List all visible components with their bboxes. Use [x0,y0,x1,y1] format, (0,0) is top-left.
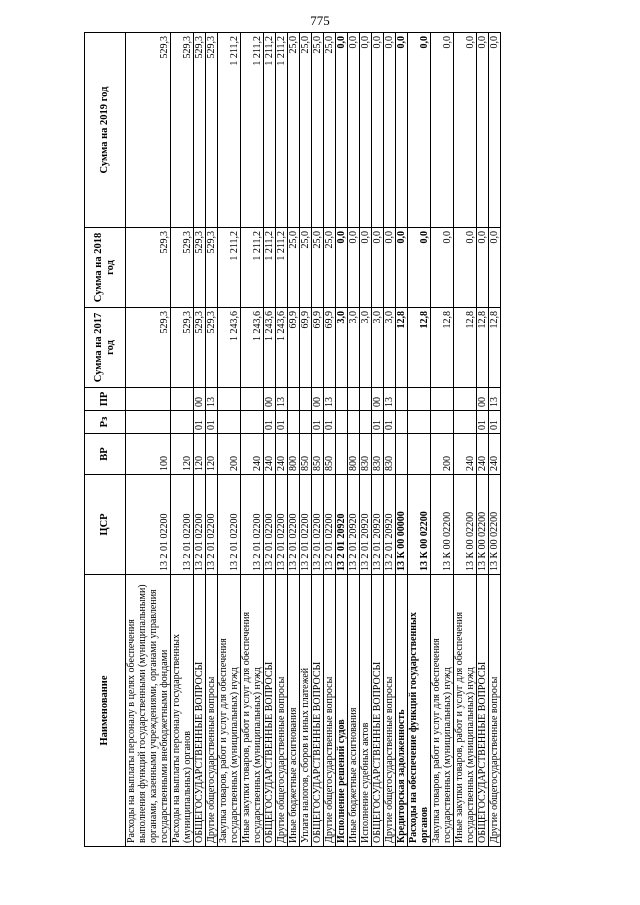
row-pr-cell [288,388,300,411]
table-row [300,33,312,847]
row-rz-cell: 01 [372,411,384,434]
row-pr-cell: 13 [489,388,501,411]
row-name-cell: Другие общегосударственные вопросы [276,575,288,847]
row-name-cell: Иные закупки товаров, работ и услуг для обеспечения государственных (муниципальных) нужд [241,575,264,847]
row-sum-2017-cell: 69,9 [300,308,312,388]
row-vr-cell: 240 [276,434,288,475]
row-rz-cell: 01 [264,411,276,434]
row-rz-cell [431,411,454,434]
table-row [312,33,324,847]
row-vr-cell: 240 [477,434,489,475]
row-vr-cell: 800 [348,434,360,475]
table-header-row [85,33,126,847]
row-sum-2019-cell: 529,3 [194,33,206,228]
row-pr-cell [396,388,408,411]
table-row [171,33,194,847]
row-pr-cell: 00 [372,388,384,411]
page-number: 775 [310,13,330,28]
header-name: Наименование [85,575,126,847]
row-pr-cell [218,388,241,411]
row-rz-cell: 01 [194,411,206,434]
row-sum-2017-cell: 69,9 [312,308,324,388]
row-sum-2018-cell: 0,0 [408,228,431,308]
row-vr-cell [336,434,348,475]
row-rz-cell: 01 [206,411,218,434]
row-name-cell: Расходы на выплаты персоналу в целях обеспечения выполнения функций государственными (муниципальными) органами, казенными учреждениями, органами управления государственными внебюджетными фондами [126,575,171,847]
row-sum-2018-cell: 1 211,2 [276,228,288,308]
row-sum-2017-cell: 69,9 [288,308,300,388]
row-pr-cell: 13 [384,388,396,411]
row-pr-cell [431,388,454,411]
row-pr-cell [408,388,431,411]
row-sum-2019-cell: 529,3 [126,33,171,228]
row-rz-cell: 01 [276,411,288,434]
row-pr-cell: 00 [477,388,489,411]
row-name-cell: Расходы на выплаты персоналу государственных (муниципальных) органов [171,575,194,847]
row-rz-cell [336,411,348,434]
row-name-cell: ОБЩЕГОСУДАРСТВЕННЫЕ ВОПРОСЫ [477,575,489,847]
table-body [126,33,501,847]
row-sum-2017-cell: 3,0 [348,308,360,388]
row-sum-2019-cell: 0,0 [360,33,372,228]
row-sum-2019-cell: 0,0 [431,33,454,228]
row-pr-cell: 13 [206,388,218,411]
row-sum-2019-cell: 0,0 [489,33,501,228]
row-csr-cell: 13 2 01 02200 [218,475,241,575]
rotated-table-container [84,33,632,847]
row-sum-2017-cell: 529,3 [194,308,206,388]
row-rz-cell: 01 [489,411,501,434]
row-vr-cell: 800 [288,434,300,475]
row-vr-cell [396,434,408,475]
row-rz-cell: 01 [384,411,396,434]
row-pr-cell [360,388,372,411]
row-name-cell: Иные бюджетные ассигнования [348,575,360,847]
table-row [431,33,454,847]
row-rz-cell [348,411,360,434]
row-rz-cell [454,411,477,434]
table-row [454,33,477,847]
row-csr-cell: 13 К 00 00000 [396,475,408,575]
table-row [276,33,288,847]
row-sum-2019-cell: 25,0 [288,33,300,228]
row-sum-2019-cell: 0,0 [408,33,431,228]
row-pr-cell: 00 [312,388,324,411]
row-csr-cell: 13 2 01 02200 [194,475,206,575]
row-name-cell: Иные закупки товаров, работ и услуг для обеспечения государственных (муниципальных) нужд [454,575,477,847]
row-pr-cell [126,388,171,411]
row-sum-2018-cell: 529,3 [126,228,171,308]
budget-table [84,32,501,847]
table-row [264,33,276,847]
row-vr-cell: 830 [360,434,372,475]
row-csr-cell: 13 2 01 02200 [206,475,218,575]
header-vr: ВР [85,434,126,475]
row-name-cell: ОБЩЕГОСУДАРСТВЕННЫЕ ВОПРОСЫ [372,575,384,847]
row-sum-2017-cell: 12,8 [431,308,454,388]
header-sum-2017: Сумма на 2017 год [85,308,126,388]
row-sum-2018-cell: 25,0 [300,228,312,308]
row-sum-2017-cell: 12,8 [454,308,477,388]
row-vr-cell: 120 [206,434,218,475]
row-name-cell: ОБЩЕГОСУДАРСТВЕННЫЕ ВОПРОСЫ [264,575,276,847]
row-sum-2017-cell: 1 243,6 [264,308,276,388]
row-sum-2018-cell: 529,3 [171,228,194,308]
row-sum-2017-cell: 3,0 [336,308,348,388]
row-sum-2018-cell: 529,3 [194,228,206,308]
row-rz-cell: 01 [324,411,336,434]
row-csr-cell: 13 2 01 20920 [336,475,348,575]
row-sum-2018-cell: 25,0 [288,228,300,308]
row-rz-cell [218,411,241,434]
row-sum-2019-cell: 0,0 [454,33,477,228]
row-sum-2017-cell: 3,0 [384,308,396,388]
row-sum-2018-cell: 0,0 [360,228,372,308]
row-csr-cell: 13 К 00 02200 [431,475,454,575]
row-csr-cell: 13 2 01 02200 [312,475,324,575]
row-rz-cell [241,411,264,434]
row-csr-cell: 13 2 01 02200 [171,475,194,575]
table-row [408,33,431,847]
table-row [348,33,360,847]
row-pr-cell [300,388,312,411]
row-sum-2017-cell: 3,0 [372,308,384,388]
row-csr-cell: 13 К 00 02200 [408,475,431,575]
row-csr-cell: 13 К 00 02200 [454,475,477,575]
row-sum-2019-cell: 0,0 [396,33,408,228]
row-vr-cell: 240 [454,434,477,475]
table-row [206,33,218,847]
row-rz-cell [171,411,194,434]
row-sum-2017-cell: 12,8 [489,308,501,388]
table-row [489,33,501,847]
row-csr-cell: 13 2 01 20920 [384,475,396,575]
table-row [360,33,372,847]
row-sum-2017-cell: 1 243,6 [218,308,241,388]
row-vr-cell: 200 [218,434,241,475]
row-sum-2017-cell: 1 243,6 [276,308,288,388]
row-sum-2019-cell: 0,0 [348,33,360,228]
row-csr-cell: 13 2 01 02200 [126,475,171,575]
row-sum-2019-cell: 0,0 [336,33,348,228]
row-csr-cell: 13 2 01 02200 [288,475,300,575]
row-vr-cell: 100 [126,434,171,475]
row-sum-2018-cell: 1 211,2 [218,228,241,308]
row-pr-cell: 13 [324,388,336,411]
row-sum-2017-cell: 12,8 [396,308,408,388]
row-sum-2017-cell: 69,9 [324,308,336,388]
row-vr-cell: 240 [489,434,501,475]
row-csr-cell: 13 2 01 02200 [300,475,312,575]
row-name-cell: Исполнение решений судов [336,575,348,847]
row-pr-cell [336,388,348,411]
table-row [336,33,348,847]
row-sum-2018-cell: 0,0 [372,228,384,308]
table-row [372,33,384,847]
row-name-cell: Другие общегосударственные вопросы [206,575,218,847]
table-row [218,33,241,847]
row-name-cell: Кредиторская задолженность [396,575,408,847]
row-csr-cell: 13 2 01 02200 [276,475,288,575]
row-sum-2019-cell: 529,3 [206,33,218,228]
row-csr-cell: 13 2 01 20920 [372,475,384,575]
row-pr-cell: 13 [276,388,288,411]
row-rz-cell [408,411,431,434]
row-sum-2019-cell: 25,0 [300,33,312,228]
row-sum-2019-cell: 1 211,2 [218,33,241,228]
header-pr: ПР [85,388,126,411]
header-sum-2018: Сумма на 2018 год [85,228,126,308]
row-sum-2018-cell: 25,0 [324,228,336,308]
header-rz: Рз [85,411,126,434]
row-sum-2019-cell: 0,0 [372,33,384,228]
row-sum-2017-cell: 529,3 [126,308,171,388]
table-row [126,33,171,847]
row-pr-cell: 00 [264,388,276,411]
row-csr-cell: 13 2 01 02200 [264,475,276,575]
table-row [288,33,300,847]
row-name-cell: Закупка товаров, работ и услуг для обеспечения государственных (муниципальных) нужд [218,575,241,847]
row-sum-2019-cell: 25,0 [324,33,336,228]
row-csr-cell: 13 2 01 20920 [348,475,360,575]
row-sum-2018-cell: 1 211,2 [264,228,276,308]
row-vr-cell: 240 [241,434,264,475]
row-vr-cell: 240 [264,434,276,475]
row-name-cell: Другие общегосударственные вопросы [384,575,396,847]
row-sum-2017-cell: 1 243,6 [241,308,264,388]
row-name-cell: Исполнение судебных актов [360,575,372,847]
row-sum-2019-cell: 529,3 [171,33,194,228]
row-sum-2019-cell: 1 211,2 [276,33,288,228]
row-rz-cell [126,411,171,434]
row-sum-2019-cell: 1 211,2 [264,33,276,228]
row-name-cell: Уплата налогов, сборов и иных платежей [300,575,312,847]
row-rz-cell [300,411,312,434]
header-csr: ЦСР [85,475,126,575]
table-row [241,33,264,847]
row-vr-cell: 830 [384,434,396,475]
row-vr-cell: 830 [372,434,384,475]
row-sum-2018-cell: 0,0 [396,228,408,308]
row-sum-2018-cell: 529,3 [206,228,218,308]
row-name-cell: Другие общегосударственные вопросы [489,575,501,847]
row-vr-cell: 850 [324,434,336,475]
row-csr-cell: 13 К 00 02200 [477,475,489,575]
row-name-cell: ОБЩЕГОСУДАРСТВЕННЫЕ ВОПРОСЫ [194,575,206,847]
row-pr-cell [171,388,194,411]
row-sum-2018-cell: 0,0 [348,228,360,308]
row-name-cell: Закупка товаров, работ и услуг для обеспечения государственных (муниципальных) нужд [431,575,454,847]
row-rz-cell [360,411,372,434]
row-sum-2018-cell: 25,0 [312,228,324,308]
row-name-cell: Иные бюджетные ассигнования [288,575,300,847]
row-vr-cell [408,434,431,475]
row-pr-cell: 00 [194,388,206,411]
row-rz-cell [396,411,408,434]
row-pr-cell [241,388,264,411]
row-csr-cell: 13 2 01 02200 [241,475,264,575]
row-vr-cell: 120 [194,434,206,475]
row-rz-cell: 01 [312,411,324,434]
row-sum-2018-cell: 0,0 [336,228,348,308]
row-sum-2018-cell: 0,0 [431,228,454,308]
row-name-cell: Другие общегосударственные вопросы [324,575,336,847]
row-vr-cell: 120 [171,434,194,475]
row-sum-2017-cell: 529,3 [171,308,194,388]
row-name-cell: ОБЩЕГОСУДАРСТВЕННЫЕ ВОПРОСЫ [312,575,324,847]
row-sum-2019-cell: 1 211,2 [241,33,264,228]
table-row [384,33,396,847]
row-sum-2017-cell: 3,0 [360,308,372,388]
header-sum-2019: Сумма на 2019 год [85,33,126,228]
row-csr-cell: 13 2 01 20920 [360,475,372,575]
row-rz-cell: 01 [477,411,489,434]
row-sum-2017-cell: 12,8 [408,308,431,388]
row-vr-cell: 850 [300,434,312,475]
row-sum-2017-cell: 529,3 [206,308,218,388]
row-name-cell: Расходы на обеспечение функций государственных органов [408,575,431,847]
row-sum-2019-cell: 0,0 [477,33,489,228]
row-vr-cell: 200 [431,434,454,475]
row-sum-2018-cell: 0,0 [489,228,501,308]
row-rz-cell [288,411,300,434]
row-sum-2019-cell: 25,0 [312,33,324,228]
row-sum-2018-cell: 0,0 [477,228,489,308]
row-csr-cell: 13 2 01 02200 [324,475,336,575]
table-row [324,33,336,847]
row-pr-cell [348,388,360,411]
row-sum-2018-cell: 0,0 [384,228,396,308]
row-csr-cell: 13 К 00 02200 [489,475,501,575]
row-sum-2018-cell: 1 211,2 [241,228,264,308]
row-sum-2018-cell: 0,0 [454,228,477,308]
table-row [396,33,408,847]
row-vr-cell: 850 [312,434,324,475]
row-sum-2017-cell: 12,8 [477,308,489,388]
row-pr-cell [454,388,477,411]
table-row [477,33,489,847]
row-sum-2019-cell: 0,0 [384,33,396,228]
table-row [194,33,206,847]
